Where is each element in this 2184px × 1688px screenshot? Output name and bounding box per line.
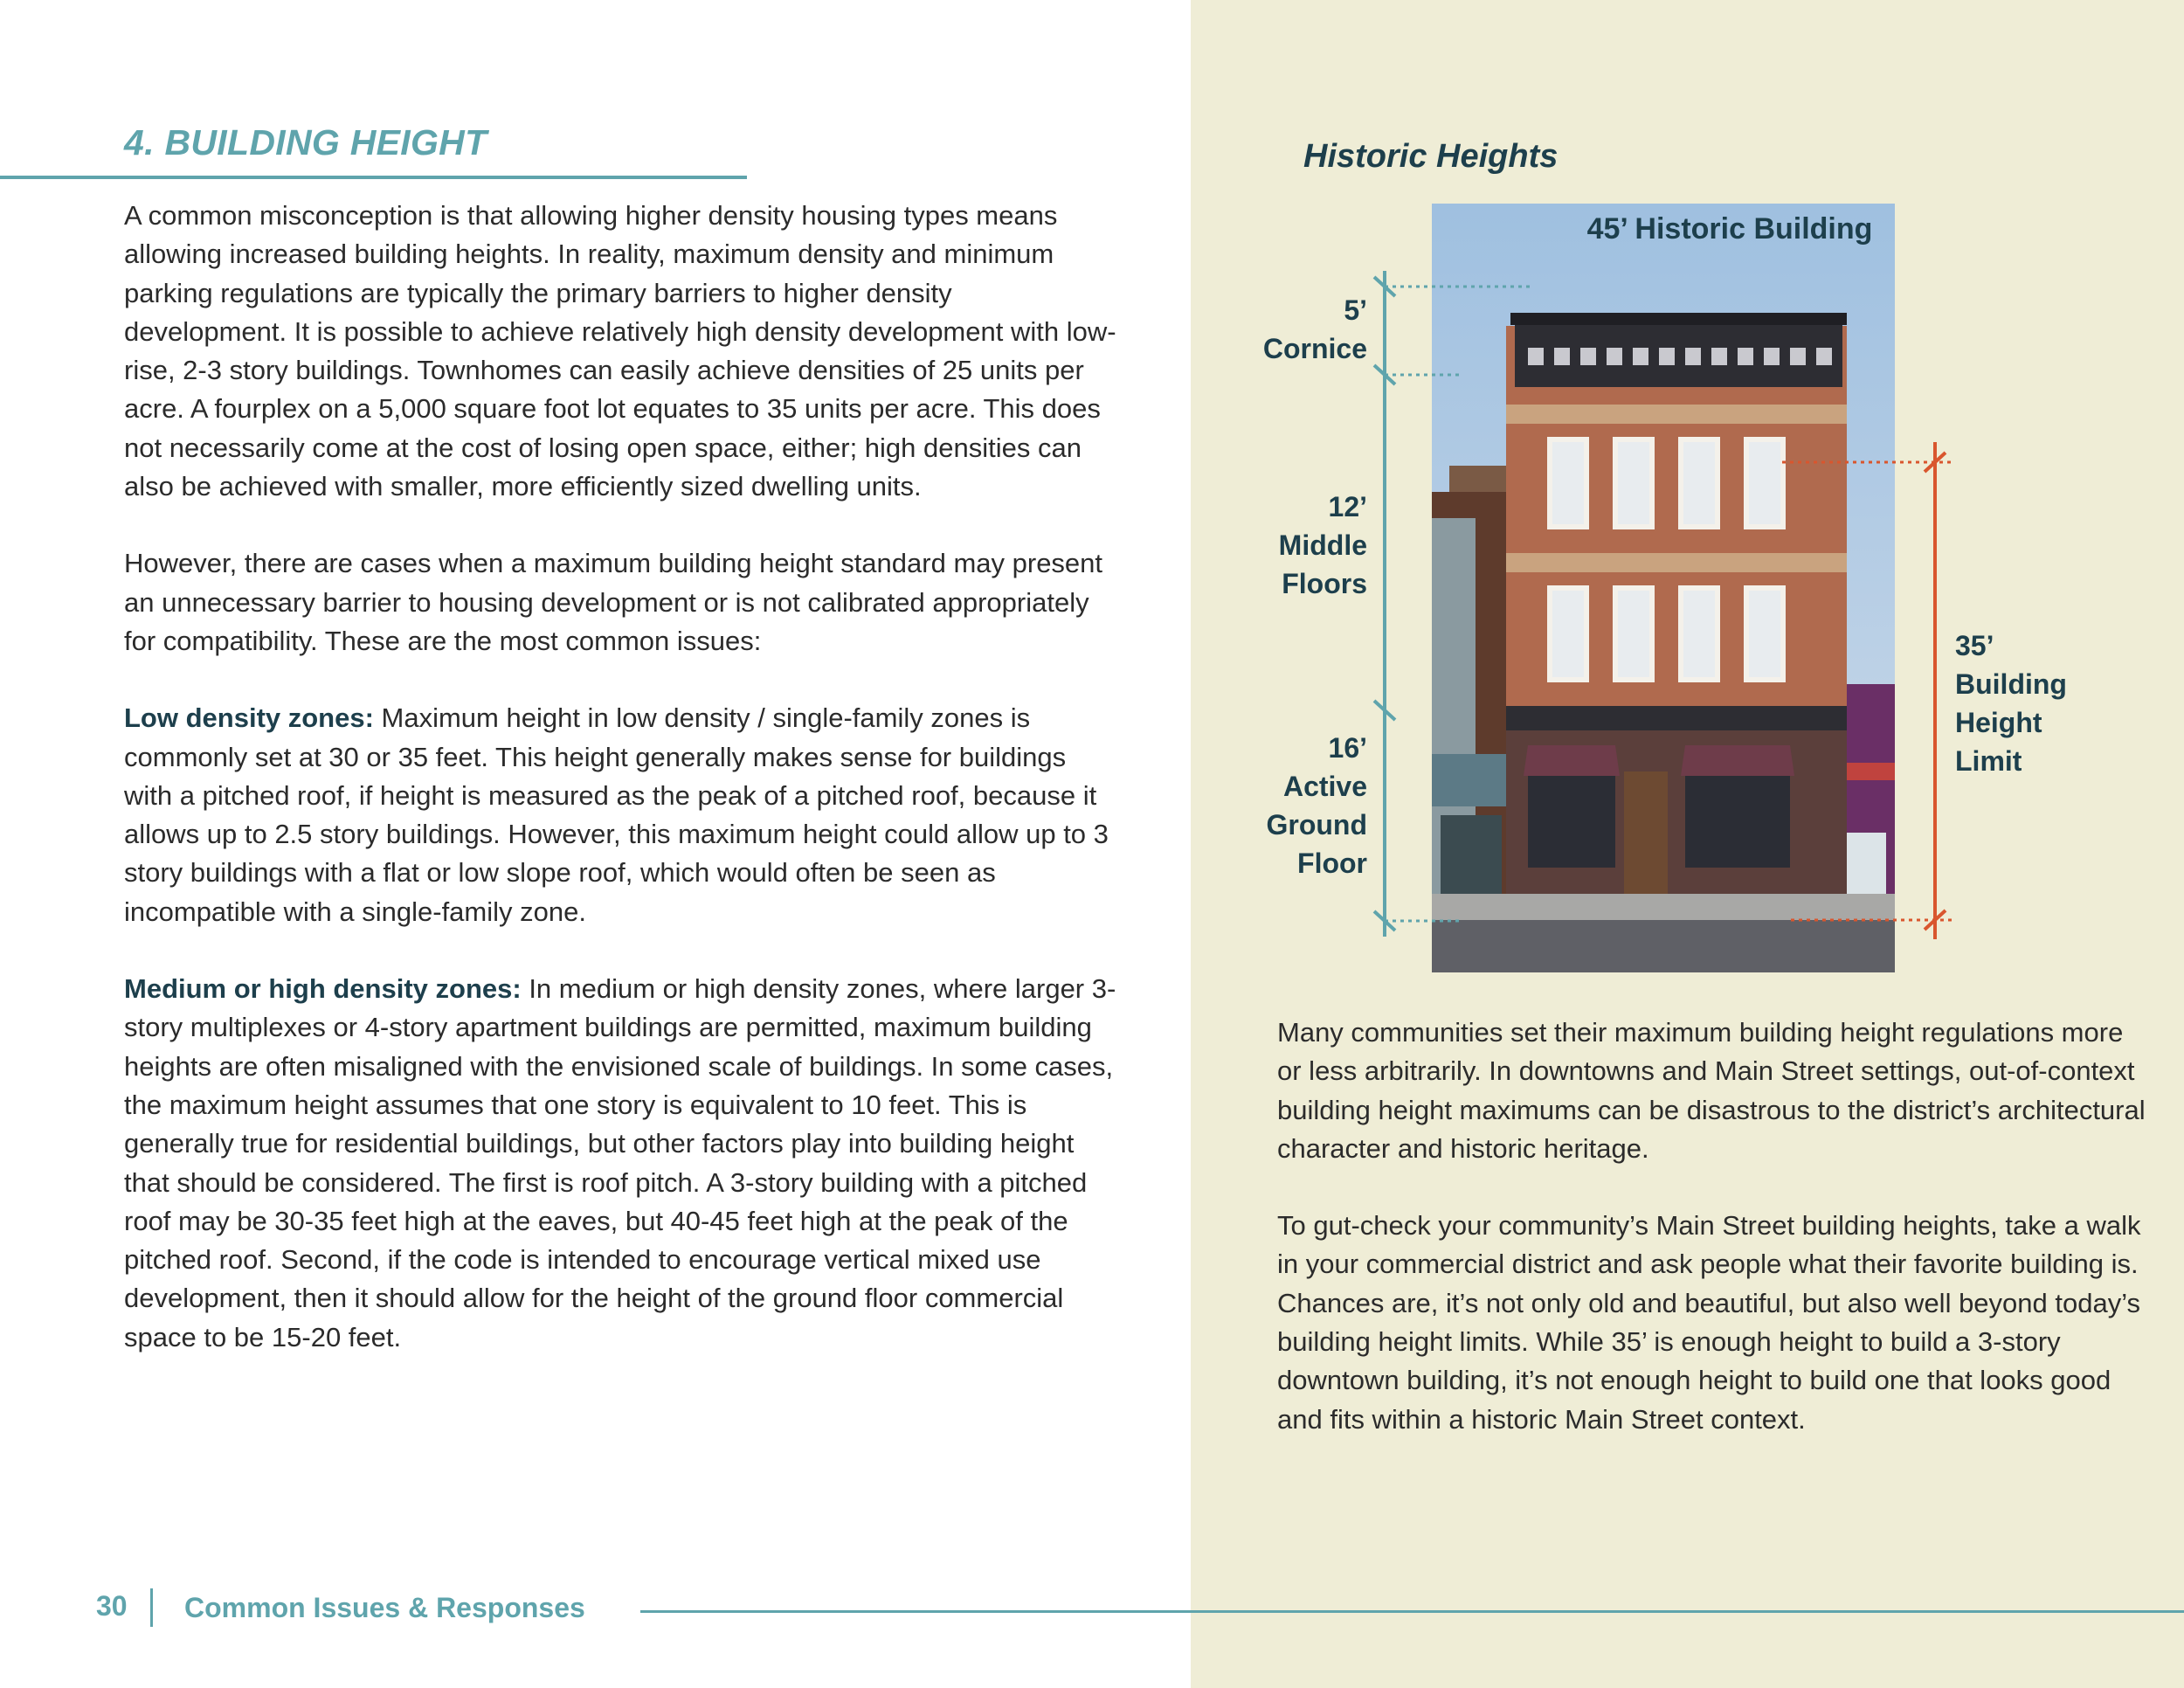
middle-floors-label [1227,488,1367,603]
height-limit-label [1955,626,2086,780]
medium-density-paragraph [124,970,1120,1357]
ground-name-1: Active [1282,771,1367,802]
sidebar-title: Historic Heights [1303,138,1559,175]
ground-floor-label [1227,729,1367,882]
page-number: 30 [96,1590,128,1622]
ground-name-3: Floor [1297,847,1367,879]
ground-value: 16’ [1328,732,1367,764]
section-heading: 4. BUILDING HEIGHT [124,122,487,163]
limit-value: 35’ [1955,630,1994,661]
limit-name-2: Height [1955,707,2042,738]
intro-paragraph: A common misconception is that allowing higher density housing types means allowing increased building heights. In reality, maximum density and minimum parking regulations are typically the primary barriers to higher density development. It is possible to achieve relatively high density development with low-rise, 2-3 story buildings. Townhomes can easily achieve densities of 25 units per acre. A fourplex on a 5,000 square foot lot equates to 35 units per acre. This does not necessarily come at the cost of losing open space, either; high densities can also be achieved with smaller, more efficiently sized dwelling units. [124,200,1116,502]
photo-caption: 45’ Historic Building [1586,212,1873,246]
low-density-label: Low density zones: [124,702,374,734]
footer-separator [150,1588,153,1627]
footer-section-title: Common Issues & Responses [184,1592,585,1623]
medium-density-label: Medium or high density zones: [124,973,522,1005]
footer-rule [640,1610,2184,1613]
middle-name-1: Middle [1278,529,1367,561]
medium-density-text: In medium or high density zones, where larger 3-story multiplexes or 4-story apartment buildings are permitted, maximum building heights are often misaligned with the envisioned scale of buildings. In some cases, the maximum height assumes that one story is equivalent to 10 feet. This is generally true for residential buildings, but other factors play into building height that should be considered. The first is roof pitch. A 3-story building with a pitched roof may be 30-35 feet high at the eaves, but 40-45 feet high at the peak of the pitched roof. Second, if the code is intended to encourage vertical mixed use development, then it should allow for the height of the ground floor commercial space to be 15-20 feet. [124,973,1116,1352]
heading-rule [0,176,747,179]
limit-name-3: Limit [1955,745,2022,777]
sidebar-text [1277,1013,2151,1477]
second-paragraph: However, there are cases when a maximum building height standard may present an unnecessary barrier to housing development or is not calibrated appropriately for compatibility. These are the most common issues: [124,548,1103,656]
main-body [124,197,1120,1395]
sidebar-paragraph-1: Many communities set their maximum building height regulations more or less arbitrarily. In downtowns and Main Street settings, out-of-context building height maximums can be disastrous to the district’s architectural character and historic heritage. [1277,1017,2146,1164]
middle-name-2: Floors [1282,568,1367,599]
low-density-paragraph [124,699,1120,931]
cornice-name: Cornice [1262,333,1367,364]
cornice-value: 5’ [1344,294,1367,326]
sidebar-paragraph-2: To gut-check your community’s Main Street building heights, take a walk in your commercial district and ask people what their favorite building is. Chances are, it’s not only old and beautiful, but also well beyond today’s building height limits. While 35’ is enough height to build a 3-story downtown building, it’s not enough height to build one that looks good and fits within a historic Main Street context. [1277,1210,2141,1435]
limit-name-1: Building [1955,668,2067,700]
middle-value: 12’ [1328,491,1367,522]
cornice-label [1227,291,1367,368]
ground-name-2: Ground [1266,809,1367,841]
low-density-text: Maximum height in low density / single-family zones is commonly set at 30 or 35 feet. This height generally makes sense for buildings with a pitched roof, if height is measured as the peak of a pitched roof, because it allows up to 2.5 story buildings. However, this maximum height could allow up to 3 story buildings with a flat or low slope roof, which would often be seen as incompatible with a single-family zone. [124,702,1109,927]
